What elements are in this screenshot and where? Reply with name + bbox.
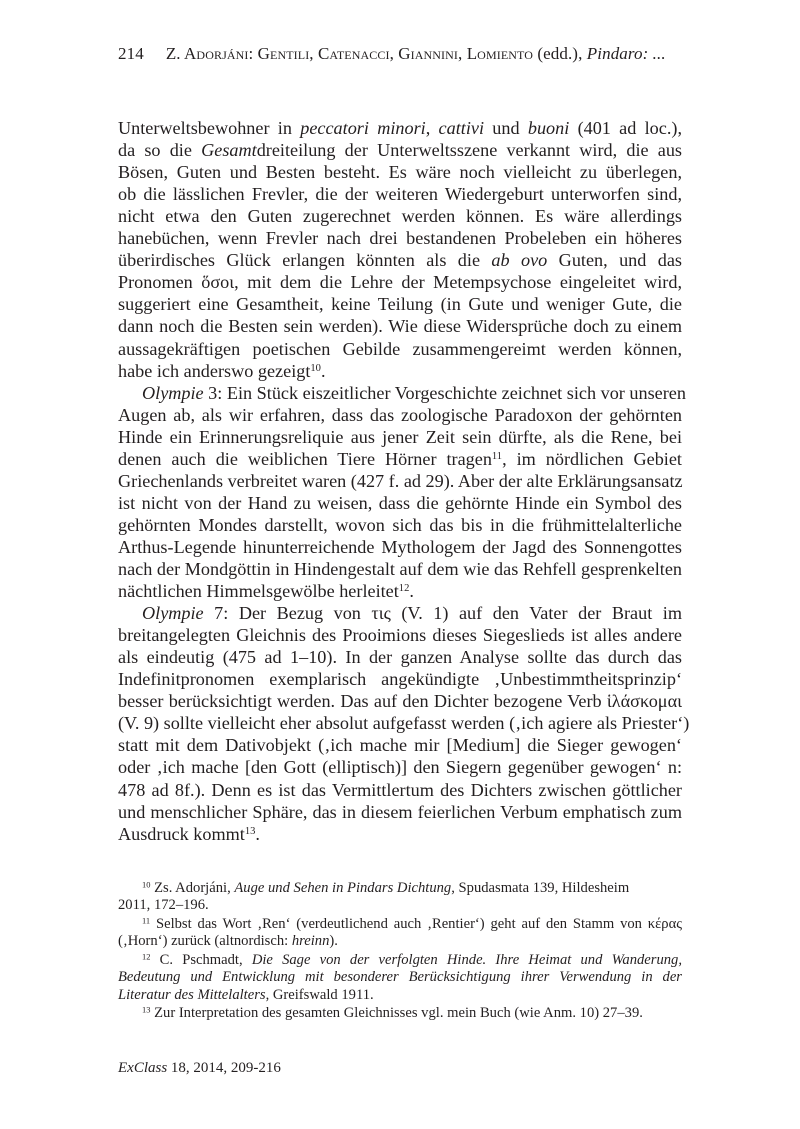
text-run: , [425,118,439,138]
body-line [118,624,682,646]
header-editors: Gentili, Catenacci, Giannini, Lomiento [257,44,533,63]
header-book-title: Pindaro: ... [586,44,666,63]
footnote-marker[interactable]: 10 [310,362,321,374]
footnote-marker[interactable]: 11 [491,450,503,462]
text-run: , Greifswald 1911. [265,987,374,1003]
page-number: 214 [118,44,144,63]
text-run: gehörnten Mondes darstellt, wovon sich das bis in die frühmittelalterliche [118,514,682,535]
body-line [118,536,682,558]
text-run: Arthus-Legende hinunterreichende Mythologem der Jagd des Sonnengottes [118,536,682,557]
text-run: Griechenlands verbreitet waren (427 f. ad 29). Aber der alte Erklärungsansatz [118,470,683,491]
body-line [118,801,682,823]
header-edd: (edd.), [533,44,587,63]
text-run: nächtlichen Himmelsgewölbe herleitet [118,581,399,602]
italic-text: Bedeutung und Entwicklung mit besonderer Berücksichtigung ihrer Verwendung in der [118,969,682,985]
text-run: Pronomen ὅσοι, mit dem die Lehre der Metempsychose eingeleitet wird, [118,272,682,293]
italic-text: buoni [527,118,570,138]
text-run: . [409,581,414,602]
footnote-marker[interactable]: 13 [142,1004,151,1015]
journal-name: ExClass [118,1060,168,1076]
italic-text: Gesamt [201,140,257,161]
text-run: (V. 9) sollte vielleicht eher absolut aufgefasst werden (‚ich agiere als Priester‘) [118,713,690,734]
journal-footer [118,1060,281,1077]
body-line [142,382,686,404]
body-line [118,139,682,161]
text-run: ist nicht von der Hand zu weisen, dass die gehörnte Hinde ein Symbol des [118,492,682,513]
text-run: . [255,823,260,844]
italic-text: Olympie [142,382,204,403]
body-line [118,734,682,756]
text-run: statt mit dem Dativobjekt (‚ich mache mir [Medium] die Sieger gewogen‘ [118,735,682,756]
text-run: dann noch die Besten sein werden). Wie diese Widersprüche doch zu einem [118,316,682,337]
text-run: Unterweltsbewohner in [118,118,301,138]
body-line [118,205,682,227]
text-run: breitangelegten Gleichnis des Prooimions dieses Siegeslieds ist alles andere [118,625,682,646]
text-run: C. Pschmadt, [150,952,252,968]
italic-text: Auge und Sehen in Pindars Dichtung [234,880,452,896]
italic-text: ab ovo [491,250,548,271]
text-run: Zur Interpretation des gesamten Gleichnisses vgl. mein Buch (wie Anm. 10) 27–39. [150,1005,643,1021]
body-line [118,227,682,249]
text-run: Bösen, Guten und Besten besteht. Es wäre noch vielleicht zu überlegen, [118,162,682,183]
footnote-line [118,968,682,986]
text-run: . [320,360,326,381]
text-run: , im nördlichen Gebiet [502,448,682,469]
footnote-line [142,951,682,969]
journal-citation: 18, 2014, 209-216 [167,1060,281,1076]
text-run: hanebüchen, wenn Frevler nach drei bestandenen Probeleben ein höheres [118,228,682,249]
footnote-marker[interactable]: 12 [142,951,151,962]
footnote-marker[interactable]: 13 [244,825,256,837]
footnote-marker[interactable]: 12 [398,583,410,595]
body-line [118,183,682,205]
text-run: 3: Ein Stück eiszeitlicher Vorgeschichte zeichnet sich vor unseren [203,382,686,403]
text-run: besser berücksichtigt werden. Das auf den Dichter bezogene Verb ἱλάσκομαι [118,691,682,712]
text-run: nach der Mondgöttin in Hindengestalt auf dem wie das Rehfell gesprenkelten [118,559,682,579]
body-line [118,426,682,448]
text-run: als eindeutig (475 ad 1–10). In der ganzen Analyse sollte das durch das [118,647,682,668]
text-run: Ausdruck kommt [118,823,245,844]
body-line [118,360,682,382]
italic-text: Die Sage von der verfolgten Hinde. Ihre Heimat und Wanderung, [251,952,682,968]
body-line [118,492,682,514]
body-line [118,161,682,183]
header-author: Z. Adorjáni [165,44,249,63]
text-run: überirdisches Glück erlangen könnten als die [118,250,492,271]
body-line [118,249,682,271]
text-run: Augen ab, als wir erfahren, dass das zoologische Paradoxon der gehörnten [118,404,682,425]
body-line [118,580,682,602]
body-line [118,712,690,734]
text-run: Guten, und das [547,250,682,271]
text-run: 7: Der Bezug von τις (V. 1) auf den Vater der Braut im [203,603,682,624]
text-run: und menschlicher Sphäre, das in diesem feierlichen Verbum emphatisch zum [118,801,682,822]
body-line [118,690,682,712]
body-line [118,404,682,426]
text-run: (‚Horn‘) zurück (altnordisch: [118,933,292,949]
footnote-line [142,1004,682,1022]
body-line [118,756,682,778]
body-line [118,779,682,801]
body-line [118,646,682,668]
text-run: 478 ad 8f.). Denn es ist das Vermittlertum des Dichters zwischen göttlicher [118,779,682,800]
body-line [118,448,682,470]
text-run: da so die [118,140,202,161]
text-run: , Spudasmata 139, Hildesheim [451,880,630,896]
body-line [118,293,682,315]
text-run: Zs. Adorjáni, [150,880,235,896]
body-line [118,668,682,690]
body-line [142,602,682,624]
footnote-line [142,879,682,897]
body-line [118,117,682,139]
running-header [118,44,666,64]
footnote-line [118,986,682,1004]
footnote-line [118,932,682,950]
body-line [118,338,682,360]
text-run: ob die lässlichen Frevler, die der weiteren Wiedergeburt unterworfen sind, [118,184,682,205]
body-line [118,470,682,492]
header-separator: : [248,44,258,63]
text-run: suggeriert eine Gesamtheit, keine Teilung (in Gute und weniger Gute, die [118,294,682,315]
text-run: aussagekräftigen poetischen Gebilde zusammengereimt werden können, [118,338,682,359]
text-run: nicht etwa den Guten zugerechnet werden können. Es wäre allerdings [118,206,682,227]
text-run: und [484,118,528,138]
italic-text: Literatur des Mittelalters [118,987,266,1003]
text-run: ). [329,933,338,949]
text-run: (401 ad loc.), [569,118,682,138]
footnote-line [118,896,682,914]
body-line [118,823,682,845]
footnote-line [142,915,682,933]
text-run: Hinde ein Erinnerungsreliquie aus jener Zeit sein dürfte, als die Rene, bei [118,426,682,447]
body-line [118,558,682,580]
text-run: habe ich anderswo gezeigt [118,360,311,381]
italic-text: hreinn [291,933,330,949]
text-run: oder ‚ich mache [den Gott (elliptisch)] den Siegern gegenüber gewogen‘ n: [118,757,682,778]
text-run: Indefinitpronomen exemplarisch angekündigte ‚Unbestimmtheitsprinzip‘ [118,669,682,690]
footnote-marker[interactable]: 10 [142,879,151,890]
body-line [118,514,682,536]
text-run: Selbst das Wort ‚Ren‘ (verdeutlichend auch ‚Rentier‘) geht auf den Stamm von κέρας [150,916,682,932]
italic-text: Olympie [142,603,204,624]
body-line [118,315,682,337]
text-run: denen auch die weiblichen Tiere Hörner tragen [118,448,492,469]
italic-text: peccatori minori [300,118,426,138]
text-run: dreiteilung der Unterweltsszene verkannt wird, die aus [256,140,682,161]
text-run: 2011, 172–196. [118,897,209,913]
footnote-marker[interactable]: 11 [142,915,151,926]
body-line [118,271,682,293]
italic-text: cattivi [438,118,484,138]
